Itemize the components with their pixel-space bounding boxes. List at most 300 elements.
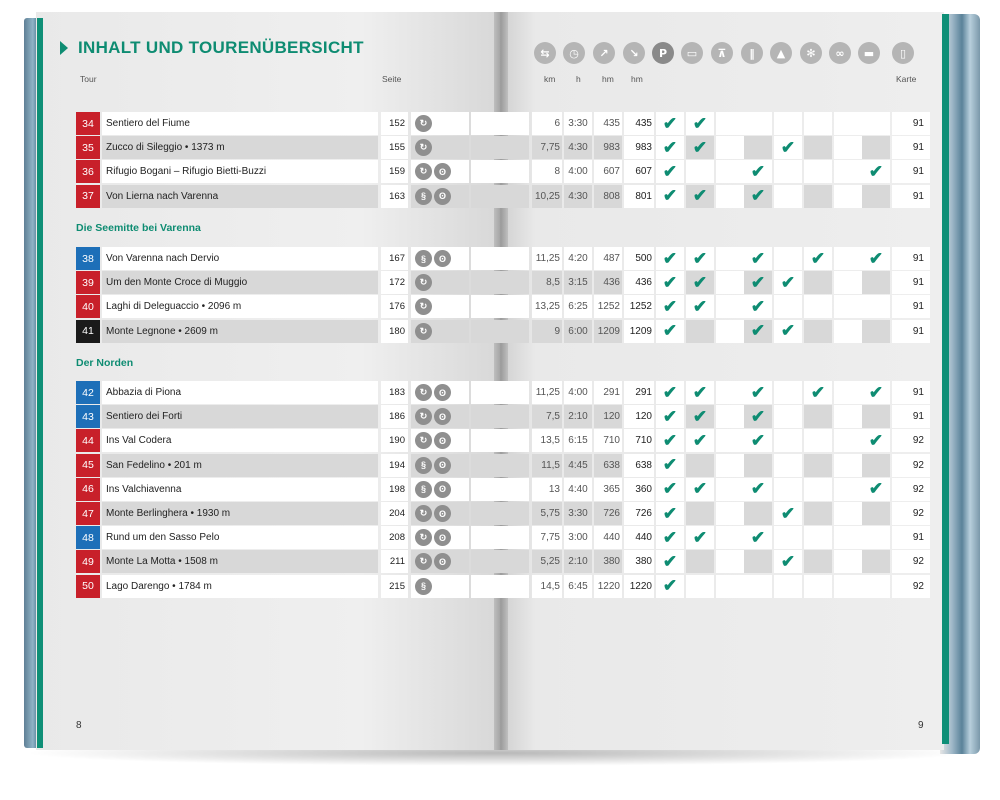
empty-cell (716, 271, 744, 294)
table-spacer (471, 136, 529, 159)
bed-icon: ▬ (858, 42, 880, 64)
empty-cell (862, 550, 890, 573)
empty-cell (834, 502, 862, 525)
tour-map-number: 91 (892, 136, 930, 159)
table-row (76, 575, 931, 598)
empty-cell (774, 112, 802, 135)
hut-icon: ▲ (770, 42, 792, 64)
empty-cell (834, 320, 862, 343)
tour-name: Monte Berlinghera • 1930 m (102, 502, 378, 525)
check-icon: ✔ (862, 160, 890, 183)
route-type-icon: § (415, 578, 432, 595)
tour-type-icons (411, 381, 469, 404)
loop-icon: ↻ (415, 274, 432, 291)
empty-cell (804, 295, 832, 318)
tour-number-badge: 50 (76, 575, 100, 598)
tour-ascent: 380 (594, 550, 622, 573)
header-karte: Karte (896, 74, 917, 84)
table-spacer (471, 405, 529, 428)
table-spacer (471, 112, 529, 135)
empty-cell (686, 454, 714, 477)
check-icon: ✔ (774, 136, 802, 159)
tour-page: 163 (381, 185, 408, 208)
tour-type-icons (411, 320, 469, 343)
empty-cell (804, 112, 832, 135)
table-spacer (471, 271, 529, 294)
tour-km: 5,75 (532, 502, 562, 525)
tour-type-icons (411, 454, 469, 477)
tour-descent: 607 (624, 160, 654, 183)
table-spacer (471, 429, 529, 452)
empty-cell (804, 320, 832, 343)
empty-cell (774, 160, 802, 183)
tour-km: 5,25 (532, 550, 562, 573)
tour-hours: 2:10 (564, 550, 592, 573)
restaurant-icon: ‖ (741, 42, 763, 64)
table-row (76, 112, 931, 135)
tour-km: 7,5 (532, 405, 562, 428)
signpost-icon: ⇆ (534, 42, 556, 64)
table-spacer (471, 381, 529, 404)
tour-page: 204 (381, 502, 408, 525)
bus-icon: ▭ (681, 42, 703, 64)
tour-page: 180 (381, 320, 408, 343)
table-row (76, 550, 931, 573)
tour-map-number: 91 (892, 381, 930, 404)
empty-cell (804, 454, 832, 477)
empty-cell (834, 575, 862, 598)
empty-cell (834, 160, 862, 183)
empty-cell (744, 136, 772, 159)
empty-cell (716, 247, 744, 270)
empty-cell (834, 454, 862, 477)
section-title: Der Norden (76, 357, 134, 369)
empty-cell (686, 160, 714, 183)
empty-cell (774, 478, 802, 501)
tour-ascent: 983 (594, 136, 622, 159)
header-km: km (544, 74, 556, 84)
empty-cell (774, 454, 802, 477)
table-row (76, 160, 931, 183)
loop-icon: ↻ (415, 529, 432, 546)
table-row (76, 271, 931, 294)
page-title (60, 38, 364, 58)
tour-descent: 1252 (624, 295, 654, 318)
tour-map-number: 91 (892, 320, 930, 343)
empty-cell (862, 271, 890, 294)
check-icon: ✔ (656, 429, 684, 452)
clock-icon: ◷ (563, 42, 585, 64)
table-row (76, 429, 931, 452)
check-icon: ✔ (744, 429, 772, 452)
table-row (76, 381, 931, 404)
empty-cell (716, 502, 744, 525)
tour-hours: 4:30 (564, 136, 592, 159)
check-icon: ✔ (656, 502, 684, 525)
section-title: Die Seemitte bei Varenna (76, 222, 201, 234)
empty-cell (834, 429, 862, 452)
tour-descent: 440 (624, 526, 654, 549)
empty-cell (862, 295, 890, 318)
tour-page: 152 (381, 112, 408, 135)
tour-type-icons (411, 185, 469, 208)
table-row (76, 247, 931, 270)
tour-number-badge: 38 (76, 247, 100, 270)
page-number-right: 9 (918, 720, 924, 731)
tour-km: 11,5 (532, 454, 562, 477)
tour-hours: 4:00 (564, 381, 592, 404)
tour-number-badge: 45 (76, 454, 100, 477)
empty-cell (804, 160, 832, 183)
check-icon: ✔ (744, 247, 772, 270)
tour-number-badge: 46 (76, 478, 100, 501)
empty-cell (716, 185, 744, 208)
table-row (76, 478, 931, 501)
tour-descent: 1209 (624, 320, 654, 343)
tour-type-icons (411, 575, 469, 598)
check-icon: ✔ (686, 405, 714, 428)
empty-cell (716, 429, 744, 452)
tour-number-badge: 43 (76, 405, 100, 428)
empty-cell (804, 429, 832, 452)
page-number-left: 8 (76, 720, 82, 731)
family-icon: ʘ (434, 481, 451, 498)
tour-descent: 983 (624, 136, 654, 159)
tour-descent: 291 (624, 381, 654, 404)
tour-hours: 4:40 (564, 478, 592, 501)
check-icon: ✔ (686, 295, 714, 318)
empty-cell (686, 575, 714, 598)
table-spacer (471, 575, 529, 598)
tour-number-badge: 36 (76, 160, 100, 183)
check-icon: ✔ (656, 526, 684, 549)
empty-cell (686, 502, 714, 525)
empty-cell (774, 185, 802, 208)
family-icon: ʘ (434, 408, 451, 425)
tour-map-number: 91 (892, 112, 930, 135)
check-icon: ✔ (774, 550, 802, 573)
check-icon: ✔ (744, 271, 772, 294)
family-icon: ʘ (434, 457, 451, 474)
loop-icon: ↻ (415, 298, 432, 315)
tour-number-badge: 44 (76, 429, 100, 452)
loop-icon: ↻ (415, 384, 432, 401)
empty-cell (744, 550, 772, 573)
check-icon: ✔ (656, 454, 684, 477)
check-icon: ✔ (656, 295, 684, 318)
loop-icon: ↻ (415, 323, 432, 340)
tour-km: 8 (532, 160, 562, 183)
check-icon: ✔ (862, 478, 890, 501)
tour-page: 159 (381, 160, 408, 183)
tour-page: 155 (381, 136, 408, 159)
tour-page: 194 (381, 454, 408, 477)
loop-icon: ↻ (415, 115, 432, 132)
tour-descent: 638 (624, 454, 654, 477)
route-type-icon: § (415, 250, 432, 267)
tour-ascent: 487 (594, 247, 622, 270)
empty-cell (774, 295, 802, 318)
check-icon: ✔ (656, 112, 684, 135)
tour-ascent: 1209 (594, 320, 622, 343)
check-icon: ✔ (656, 550, 684, 573)
tour-hours: 4:45 (564, 454, 592, 477)
header-hm-2: hm (631, 74, 643, 84)
check-icon: ✔ (686, 478, 714, 501)
tour-name: Von Varenna nach Dervio (102, 247, 378, 270)
table-spacer (471, 454, 529, 477)
tour-km: 7,75 (532, 526, 562, 549)
check-icon: ✔ (656, 478, 684, 501)
empty-cell (804, 478, 832, 501)
check-icon: ✔ (686, 526, 714, 549)
right-accent-bar (942, 14, 949, 744)
check-icon: ✔ (862, 381, 890, 404)
left-accent-bar (37, 18, 43, 748)
tour-page: 183 (381, 381, 408, 404)
tour-descent: 380 (624, 550, 654, 573)
empty-cell (834, 247, 862, 270)
empty-cell (774, 526, 802, 549)
empty-cell (804, 405, 832, 428)
descent-icon: ↘ (623, 42, 645, 64)
check-icon: ✔ (744, 526, 772, 549)
check-icon: ✔ (686, 271, 714, 294)
empty-cell (804, 550, 832, 573)
table-spacer (471, 502, 529, 525)
check-icon: ✔ (686, 381, 714, 404)
check-icon: ✔ (686, 429, 714, 452)
empty-cell (804, 502, 832, 525)
tour-page: 172 (381, 271, 408, 294)
parking-icon: P (652, 42, 674, 64)
check-icon: ✔ (656, 247, 684, 270)
tour-number-badge: 48 (76, 526, 100, 549)
loop-icon: ↻ (415, 505, 432, 522)
tour-name: Zucco di Sileggio • 1373 m (102, 136, 378, 159)
empty-cell (716, 575, 744, 598)
empty-cell (862, 136, 890, 159)
tour-name: Laghi di Deleguaccio • 2096 m (102, 295, 378, 318)
header-seite: Seite (382, 74, 402, 84)
empty-cell (862, 185, 890, 208)
empty-cell (686, 320, 714, 343)
route-type-icon: § (415, 481, 432, 498)
check-icon: ✔ (774, 320, 802, 343)
tour-hours: 3:15 (564, 271, 592, 294)
family-icon: ʘ (434, 384, 451, 401)
check-icon: ✔ (744, 185, 772, 208)
check-icon: ✔ (744, 160, 772, 183)
empty-cell (744, 454, 772, 477)
tour-ascent: 291 (594, 381, 622, 404)
empty-cell (774, 429, 802, 452)
check-icon: ✔ (656, 160, 684, 183)
check-icon: ✔ (804, 381, 832, 404)
table-spacer (471, 320, 529, 343)
tour-map-number: 92 (892, 454, 930, 477)
check-icon: ✔ (774, 502, 802, 525)
family-icon: ʘ (434, 553, 451, 570)
check-icon: ✔ (686, 247, 714, 270)
tour-name: Von Lierna nach Varenna (102, 185, 378, 208)
check-icon: ✔ (862, 247, 890, 270)
page-title-text: INHALT UND TOURENÜBERSICHT (78, 38, 364, 57)
tour-number-badge: 49 (76, 550, 100, 573)
check-icon: ✔ (656, 405, 684, 428)
tour-ascent: 726 (594, 502, 622, 525)
check-icon: ✔ (656, 320, 684, 343)
empty-cell (834, 295, 862, 318)
table-row (76, 526, 931, 549)
tour-name: Rifugio Bogani – Rifugio Bietti-Buzzi (102, 160, 378, 183)
tour-number-badge: 34 (76, 112, 100, 135)
tour-map-number: 92 (892, 429, 930, 452)
tour-name: Lago Darengo • 1784 m (102, 575, 378, 598)
tour-hours: 3:30 (564, 502, 592, 525)
tour-ascent: 365 (594, 478, 622, 501)
empty-cell (862, 405, 890, 428)
empty-cell (862, 526, 890, 549)
tour-name: Um den Monte Croce di Muggio (102, 271, 378, 294)
tour-descent: 1220 (624, 575, 654, 598)
tour-ascent: 710 (594, 429, 622, 452)
tour-hours: 6:00 (564, 320, 592, 343)
tour-km: 14,5 (532, 575, 562, 598)
family-icon: ʘ (434, 250, 451, 267)
empty-cell (716, 160, 744, 183)
empty-cell (744, 575, 772, 598)
family-icon: ʘ (434, 432, 451, 449)
bike-icon: ∞ (829, 42, 851, 64)
table-row (76, 185, 931, 208)
tour-km: 9 (532, 320, 562, 343)
empty-cell (716, 550, 744, 573)
tour-hours: 3:30 (564, 112, 592, 135)
loop-icon: ↻ (415, 139, 432, 156)
tour-page: 167 (381, 247, 408, 270)
tour-descent: 436 (624, 271, 654, 294)
tour-ascent: 808 (594, 185, 622, 208)
tour-map-number: 92 (892, 478, 930, 501)
empty-cell (834, 381, 862, 404)
tour-km: 13,25 (532, 295, 562, 318)
check-icon: ✔ (656, 575, 684, 598)
empty-cell (834, 405, 862, 428)
tour-descent: 801 (624, 185, 654, 208)
tour-name: Rund um den Sasso Pelo (102, 526, 378, 549)
table-row (76, 502, 931, 525)
family-icon: ʘ (434, 163, 451, 180)
tour-type-icons (411, 429, 469, 452)
tour-type-icons (411, 160, 469, 183)
table-row (76, 405, 931, 428)
tour-map-number: 91 (892, 295, 930, 318)
tour-number-badge: 35 (76, 136, 100, 159)
tour-name: San Fedelino • 201 m (102, 454, 378, 477)
tour-km: 13 (532, 478, 562, 501)
winter-icon: ✻ (800, 42, 822, 64)
ascent-icon: ↗ (593, 42, 615, 64)
tour-page: 190 (381, 429, 408, 452)
table-spacer (471, 526, 529, 549)
table-spacer (471, 295, 529, 318)
tour-number-badge: 40 (76, 295, 100, 318)
tour-descent: 120 (624, 405, 654, 428)
empty-cell (716, 112, 744, 135)
tour-hours: 3:00 (564, 526, 592, 549)
map-icon: ▯ (892, 42, 914, 64)
tour-page: 215 (381, 575, 408, 598)
legend-icon-row (534, 42, 924, 68)
empty-cell (834, 271, 862, 294)
tour-hours: 2:10 (564, 405, 592, 428)
empty-cell (862, 320, 890, 343)
tour-map-number: 91 (892, 160, 930, 183)
table-spacer (471, 185, 529, 208)
header-h: h (576, 74, 581, 84)
empty-cell (834, 112, 862, 135)
tour-ascent: 435 (594, 112, 622, 135)
tour-km: 11,25 (532, 247, 562, 270)
check-icon: ✔ (686, 112, 714, 135)
tour-page: 198 (381, 478, 408, 501)
tour-hours: 6:45 (564, 575, 592, 598)
tour-type-icons (411, 550, 469, 573)
route-type-icon: § (415, 188, 432, 205)
empty-cell (716, 136, 744, 159)
empty-cell (862, 575, 890, 598)
tour-map-number: 92 (892, 550, 930, 573)
check-icon: ✔ (744, 381, 772, 404)
empty-cell (834, 526, 862, 549)
empty-cell (834, 550, 862, 573)
tour-descent: 726 (624, 502, 654, 525)
check-icon: ✔ (744, 405, 772, 428)
table-row (76, 320, 931, 343)
tour-km: 11,25 (532, 381, 562, 404)
empty-cell (774, 405, 802, 428)
check-icon: ✔ (744, 320, 772, 343)
tour-ascent: 1252 (594, 295, 622, 318)
tour-type-icons (411, 405, 469, 428)
tour-ascent: 436 (594, 271, 622, 294)
empty-cell (804, 271, 832, 294)
route-type-icon: § (415, 457, 432, 474)
table-spacer (471, 550, 529, 573)
loop-icon: ↻ (415, 432, 432, 449)
family-icon: ʘ (434, 505, 451, 522)
check-icon: ✔ (744, 478, 772, 501)
tour-ascent: 120 (594, 405, 622, 428)
empty-cell (716, 478, 744, 501)
tour-name: Monte Legnone • 2609 m (102, 320, 378, 343)
check-icon: ✔ (774, 271, 802, 294)
empty-cell (774, 381, 802, 404)
empty-cell (774, 247, 802, 270)
table-row (76, 454, 931, 477)
tour-number-badge: 41 (76, 320, 100, 343)
tour-name: Ins Val Codera (102, 429, 378, 452)
check-icon: ✔ (656, 185, 684, 208)
check-icon: ✔ (686, 185, 714, 208)
tour-ascent: 440 (594, 526, 622, 549)
loop-icon: ↻ (415, 553, 432, 570)
family-icon: ʘ (434, 529, 451, 546)
cable-car-icon: ⊼ (711, 42, 733, 64)
tour-type-icons (411, 478, 469, 501)
empty-cell (834, 478, 862, 501)
